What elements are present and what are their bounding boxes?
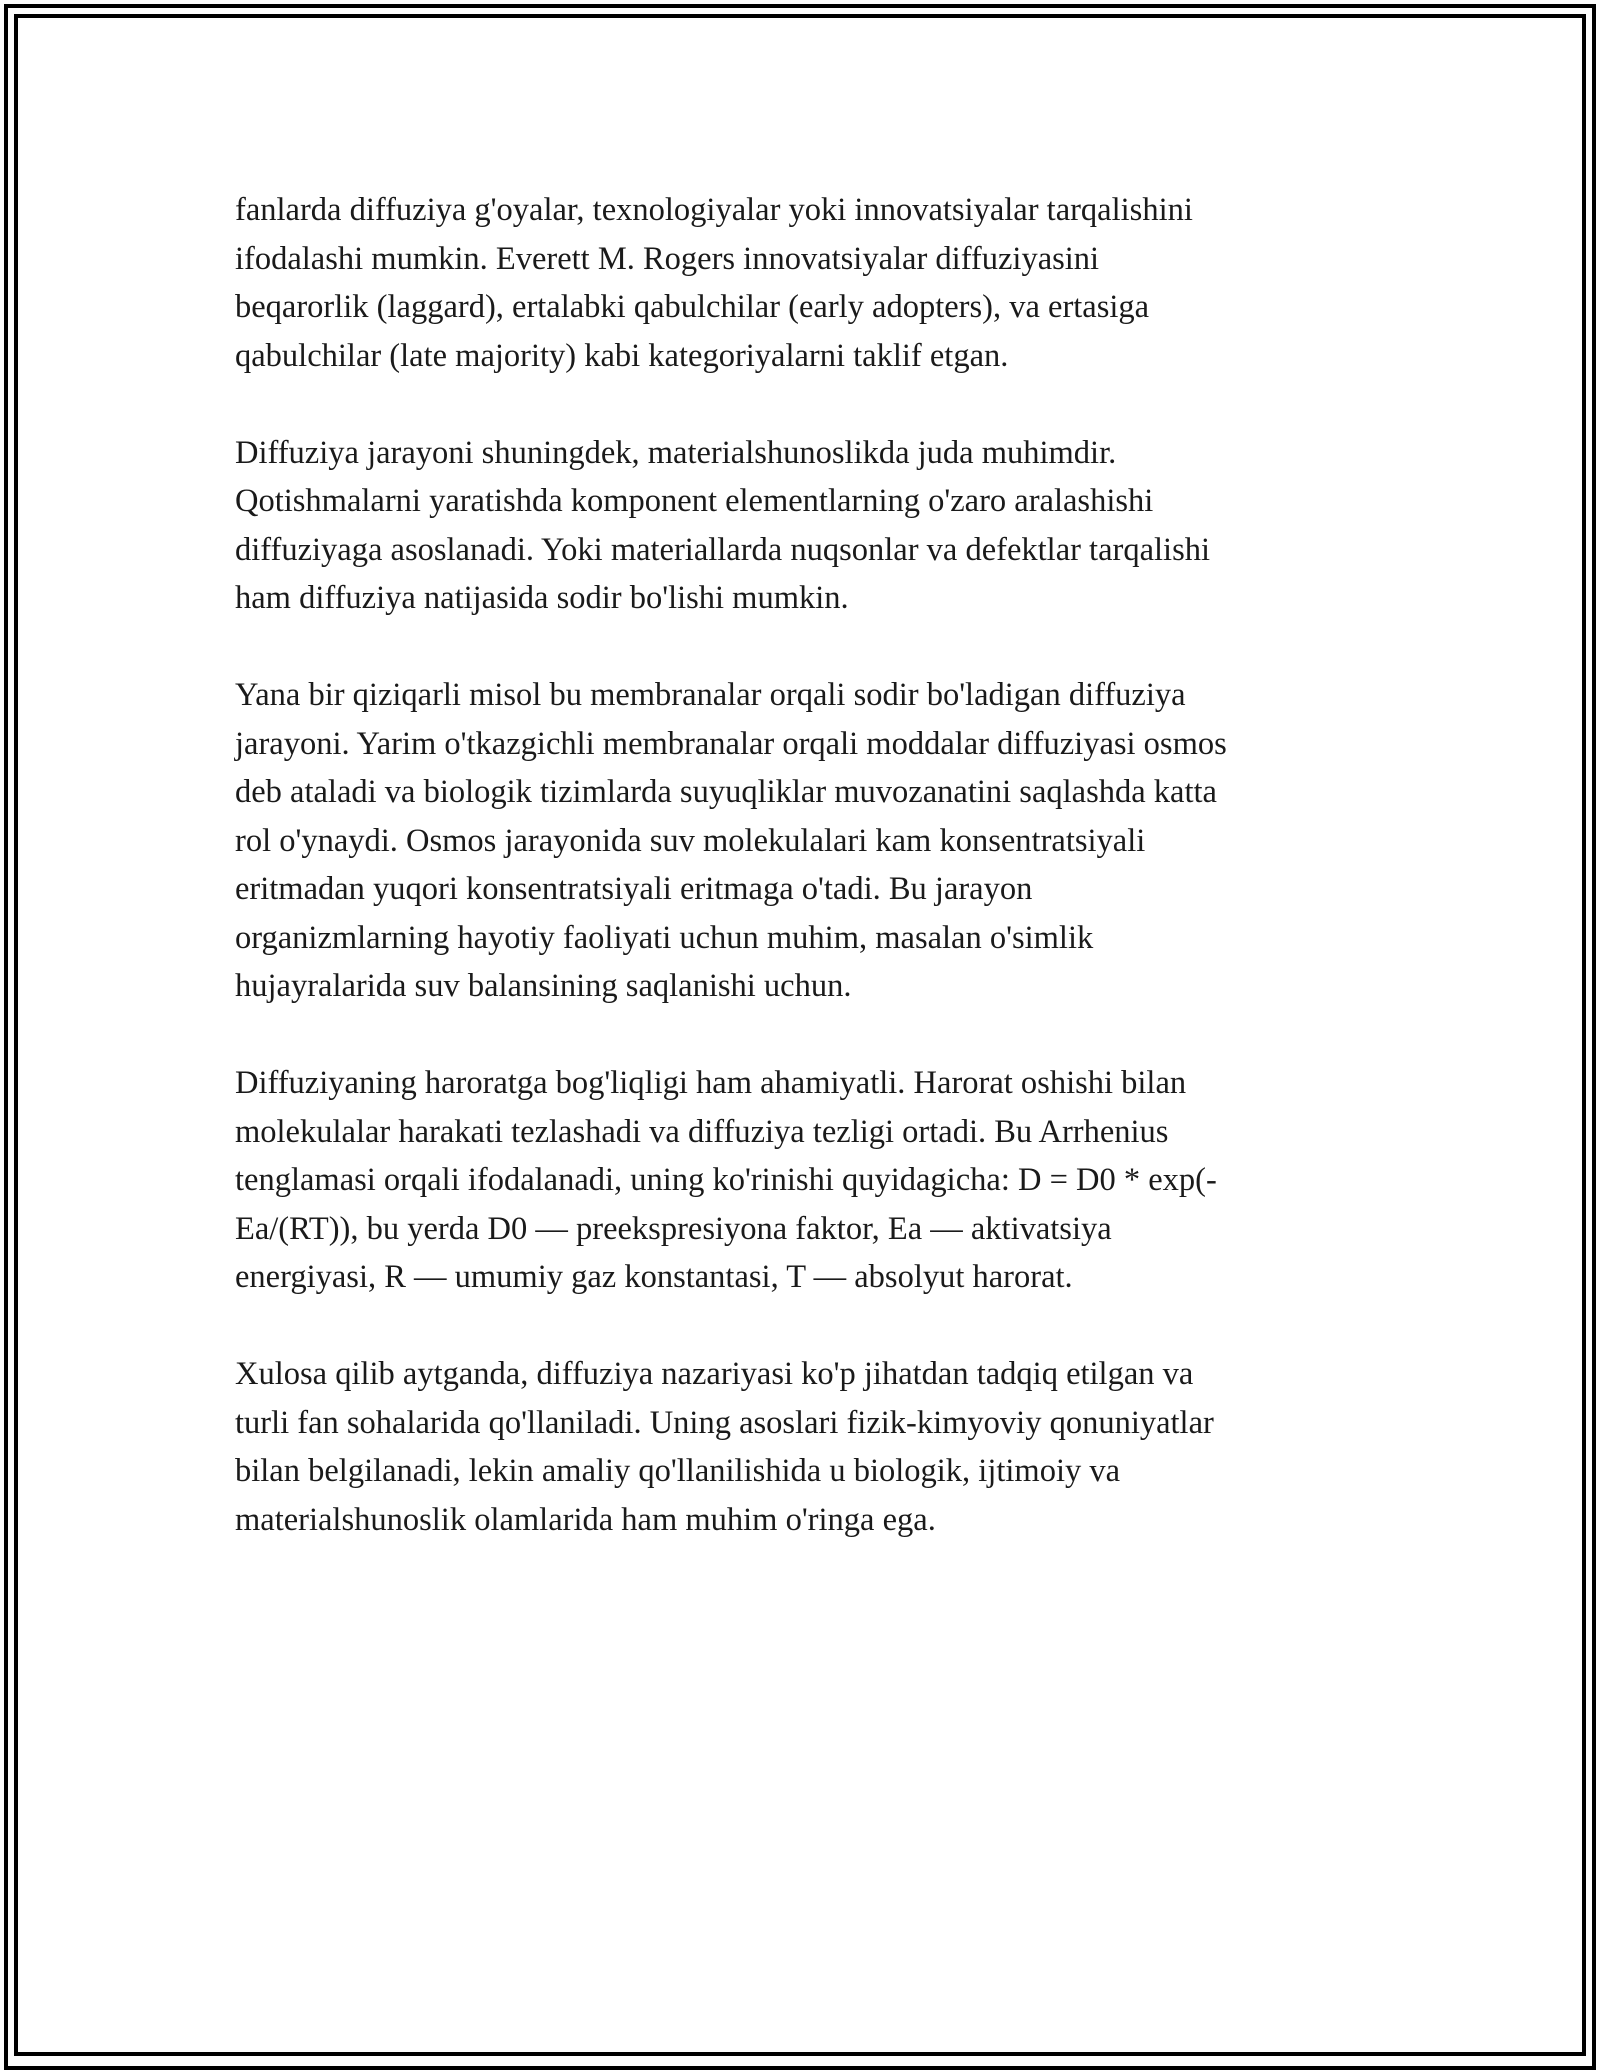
paragraph-materials-science: Diffuziya jarayoni shuningdek, materialshunoslikda juda muhimdir. Qotishmalarni yaratishda komponent elementlarning o'zaro aralashishi diffuziyaga asoslanadi. Yoki materiallarda nuqsonlar va defektlar tarqalishi ham diffuziya natijasida sodir bo'lishi mumkin.	[235, 434, 1210, 616]
document-body	[235, 186, 1375, 1593]
paragraph-temperature-dependence: Diffuziyaning haroratga bog'liqligi ham ahamiyatli. Harorat oshishi bilan molekulalar harakati tezlashadi va diffuziya tezligi ortadi. Bu Arrhenius tenglamasi orqali ifodalanadi, uning ko'rinishi quyidagicha: D = D0 * exp(- Ea/(RT)), bu yerda D0 — preekspresiyona faktor, Ea — aktivatsiya energiyasi, R — umumiy gaz konstantasi, T — absolyut harorat.	[235, 1065, 1217, 1295]
paragraph-membrane-osmosis: Yana bir qiziqarli misol bu membranalar orqali sodir bo'ladigan diffuziya jarayoni. Yarim o'tkazgichli membranalar orqali moddalar diffuziyasi osmos deb ataladi va biologik tizimlarda suyuqliklar muvozanatini saqlashda katta rol o'ynaydi. Osmos jarayonida suv molekulalari kam konsentratsiyali eritmadan yuqori konsentratsiyali eritmaga o'tadi. Bu jarayon organizmlarning hayotiy faoliyati uchun muhim, masalan o'simlik hujayralarida suv balansining saqlanishi uchun.	[235, 677, 1227, 1004]
paragraph-conclusion: Xulosa qilib aytganda, diffuziya nazariyasi ko'p jihatdan tadqiq etilgan va turli fan sohalarida qo'llaniladi. Uning asoslari fizik-kimyoviy qonuniyatlar bilan belgilanadi, lekin amaliy qo'llanilishida u biologik, ijtimoiy va materialshunoslik olamlarida ham muhim o'ringa ega.	[235, 1356, 1214, 1538]
paragraph-innovation-diffusion: fanlarda diffuziya g'oyalar, texnologiyalar yoki innovatsiyalar tarqalishini ifodalashi mumkin. Everett M. Rogers innovatsiyalar diffuziyasini beqarorlik (laggard), ertalabki qabulchilar (early adopters), va ertasiga qabulchilar (late majority) kabi kategoriyalarni taklif etgan.	[235, 192, 1193, 374]
